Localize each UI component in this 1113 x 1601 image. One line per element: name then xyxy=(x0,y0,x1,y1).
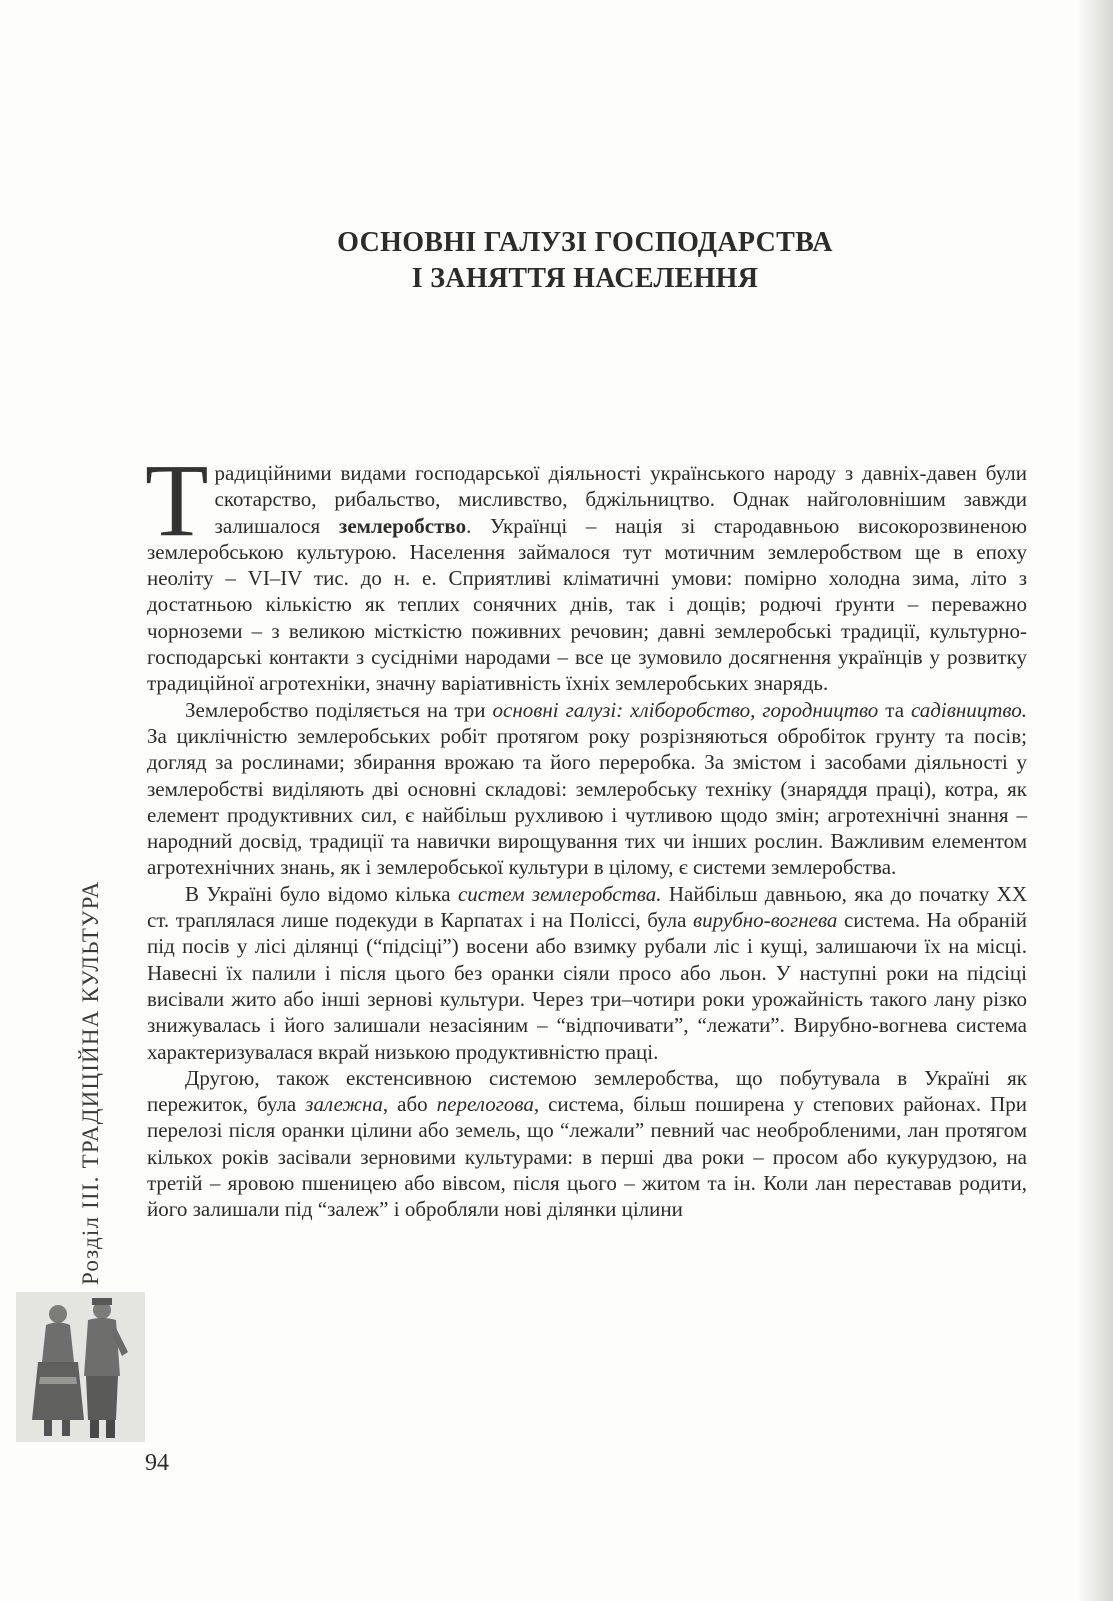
section-side-label: Розділ III. ТРАДИЦІЙНА КУЛЬТУРА xyxy=(78,880,103,1285)
paragraph-1 xyxy=(145,443,1027,697)
p3-text-c: Найбільш давньою, яка до початку XX ст. траплялася лише подекуди в Карпатах і на Поліссі, була xyxy=(147,881,1027,933)
p2-italic-gardening: садівництво. xyxy=(910,697,1028,722)
chapter-title-line-1: ОСНОВНІ ГАЛУЗІ ГОСПОДАРСТВА xyxy=(337,227,833,258)
paragraph-2 xyxy=(147,697,1027,881)
body-text xyxy=(145,443,1028,1223)
p4-text-e: , система, більш поширена у степових районах. При перелозі після оранки цілини або земель, що “лежали” певний час необробленими, лан протягом кількох років засівали зерновими культурами: в перші два роки – просом або кукурудзою, на третій – яровою пшеницею або вівсом, після цього – житом та ін. Коли лан переставав родити, його залишали під “залеж” і обробляли нові ділянки цілини xyxy=(147,1092,1027,1222)
page-edge-shadow xyxy=(1077,0,1113,1601)
p2-text-a: Землеробство поділяється на три xyxy=(185,697,493,722)
p1-text-a: радиційними видами господарської діяльності українського народу з давніх-давен були скотарство, рибальство, мисливство, бджільництво. Однак найголовнішим завжди залишалося xyxy=(214,461,1027,538)
p3-italic-slash-burn: вирубно-вогнева xyxy=(693,908,838,933)
chapter-title xyxy=(140,225,1030,297)
paragraph-4 xyxy=(147,1065,1027,1223)
p4-italic-perelog: перелогова xyxy=(436,1092,534,1117)
folk-costume-figures-image xyxy=(16,1292,145,1442)
p1-text-c: . Українці – нація зі стародавньою високорозвиненою землеробською культурою. Населення займалося тут мотичним землеробством ще в епоху неоліту – VI–IV тис. до н. е. Сприятливі кліматичні умови: помірно холодна зима, літо з достатньою кількістю як теплих сонячних днів, так і дощів; родючі ґрунти – переважно чорноземи – з великою місткістю поживних речовин; давні землеробські традиції, культурно-господарські контакти з сусідніми народами – все це зумовило досягнення українців у розвитку традиційної агротехніки, значну варіативність їхніх землеробських знарядь. xyxy=(147,513,1027,696)
drop-cap: Т xyxy=(145,443,209,558)
p3-text-e: система. На обраній під посів у лісі ділянці (“підсіці”) восени або взимку рубали ліс і кущі, залишаючи їх на місці. Навесні їх палили і після цього без оранки сіяли просо або льон. У наступні роки на підсіці висівали жито або інші зернові культури. Через три–чотири роки урожайність такого лану різко знижувалась і його залишали незасіяним – “відпочивати”, “лежати”. Вирубно-вогнева система характеризувалася вкрай низькою продуктивністю праці. xyxy=(147,908,1027,1064)
p3-italic-systems: систем землеробства. xyxy=(457,881,662,906)
paragraph-3 xyxy=(147,881,1027,1065)
p4-italic-fallow: залежна xyxy=(305,1092,383,1117)
p2-italic-branches: основні галузі: хліборобство, городництво xyxy=(492,697,879,722)
chapter-title-line-2: І ЗАНЯТТЯ НАСЕЛЕННЯ xyxy=(411,263,759,294)
page-number: 94 xyxy=(145,1450,169,1476)
p3-text-a: В Україні було відомо кілька xyxy=(185,881,458,906)
p4-text-c: , або xyxy=(382,1092,437,1117)
p1-bold-term: землеробство xyxy=(338,513,467,538)
p2-text-c: та xyxy=(878,697,911,722)
p4-text-a: Другою, також екстенсивною системою землеробства, що побутувала в Україні як пережиток, була xyxy=(147,1065,1027,1117)
p2-text-e: За циклічністю землеробських робіт протягом року розрізняються обробіток грунту та посів; догляд за рослинами; збирання врожаю та його переробка. За змістом і засобами діяльності у землеробстві виділяють дві основні складові: землеробську техніку (знаряддя праці), котра, як елемент продуктивних сил, є найбільш рухливою і чутливою щодо змін; агротехнічні знання – народний досвід, традиції та навички вирощування тих чи інших рослин. Важливим елементом агротехнічних знань, як і землеробської культури в цілому, є системи землеробства. xyxy=(147,723,1027,880)
